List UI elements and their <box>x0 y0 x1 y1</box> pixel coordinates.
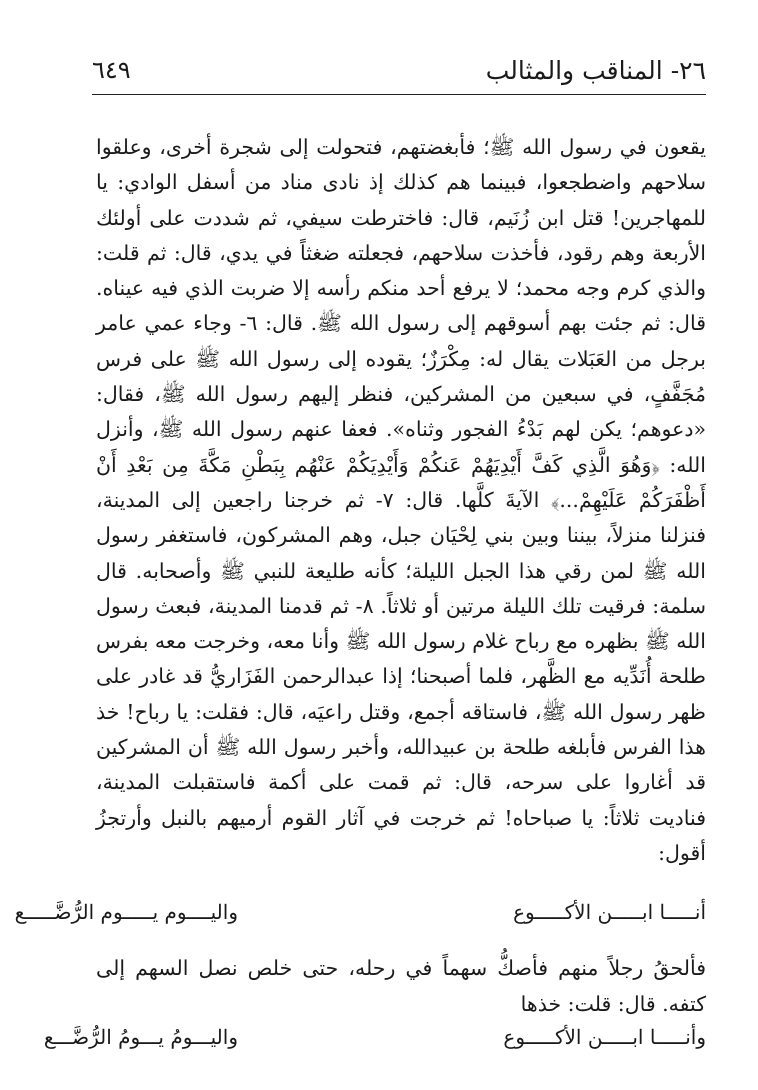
chapter-title: ٢٦- المناقب والمثالب <box>485 56 706 85</box>
running-header <box>92 50 706 95</box>
verse-1-second-hemistich: واليــــوم يـــــوم الرُّضَّـــــع <box>14 900 238 924</box>
page-number: ٦٤٩ <box>92 56 131 84</box>
verse-2-first-hemistich: وأنـــــا ابـــــن الأكـــــوع <box>503 1025 706 1049</box>
verse-2-second-hemistich: واليـــومُ يـــومُ الرُّضَّـــع <box>43 1025 238 1049</box>
hadith-text: يقعون في رسول الله ﷺ؛ فأبغضتهم، فتحولت إلى شجرة أخرى، وعلقوا سلاحهم واضطجعوا، فبينما هم كذلك إذ نادى مناد من أسفل الوادي: يا للمهاجرين! قتل ابن زُنَيم، قال: فاخترطت سيفي، ثم شددت على أولئك الأربعة وهم رقود، فأخذت سلاحهم، فجعلته ضغثاً في يدي، قال: ثم قلت: والذي كرم وجه محمد؛ لا يرفع أحد منكم رأسه إلا ضربت الذي فيه عيناه. قال: ثم جئت بهم أسوقهم إلى رسول الله ﷺ. قال: ٦- وجاء عمي عامر برجل من العَبَلات يقال له: مِكْرَزٌ؛ يقوده إلى رسول الله ﷺ على فرس مُجَفَّفٍ، في سبعين من المشركين، فنظر إليهم رسول الله ﷺ، فقال: «دعوهم؛ يكن لهم بَدْءُ الفجور وثناه». فعفا عنهم رسول الله ﷺ، وأنزل الله: ﴿وَهُوَ الَّذِي كَفَّ أَيْدِيَهُمْ عَنكُمْ وَأَيْدِيَكُمْ عَنْهُم بِبَطْنِ مَكَّةَ مِن بَعْدِ أَنْ أَظْفَرَكُمْ عَلَيْهِمْ...﴾ الآيةَ كلَّها. قال: ٧- ثم خرجنا راجعين إلى المدينة، فنزلنا منزلاً، بيننا وبين بني لِحْيَان جبل، وهم المشركون، فاستغفر رسول الله ﷺ لمن رقي هذا الجبل الليلة؛ كأنه طليعة للنبي ﷺ وأصحابه. قال سلمة: فرقيت تلك الليلة مرتين أو ثلاثاً. ٨- ثم قدمنا المدينة، فبعث رسول الله ﷺ بظهره مع رباح غلام رسول الله ﷺ وأنا معه، وخرجت معه بفرس طلحة أُنَدِّيه مع الظَّهر، فلما أصبحنا؛ إذا عبدالرحمن الفَزَاريُّ قد غادر على ظهر رسول الله ﷺ، فاستاقه أجمع، وقتل راعيَه، قال: فقلت: يا رباح! خذ هذا الفرس فأبلغه طلحة بن عبيدالله، وأخبر رسول الله ﷺ أن المشركين قد أغاروا على سرحه، قال: ثم قمت على أكمة فاستقبلت المدينة، فناديت ثلاثاً: يا صباحاه! ثم خرجت في آثار القوم أرميهم بالنبل وأرتجزُ أقول: <box>96 135 706 865</box>
hadith-text-continued: فألحقُ رجلاً منهم فأصكُّ سهماً في رحله، حتى خلص نصل السهم إلى كتفه. قال: قلت: خذها <box>96 956 706 1016</box>
verse-1-first-hemistich: أنـــــا ابـــــن الأكـــــوع <box>513 900 706 924</box>
